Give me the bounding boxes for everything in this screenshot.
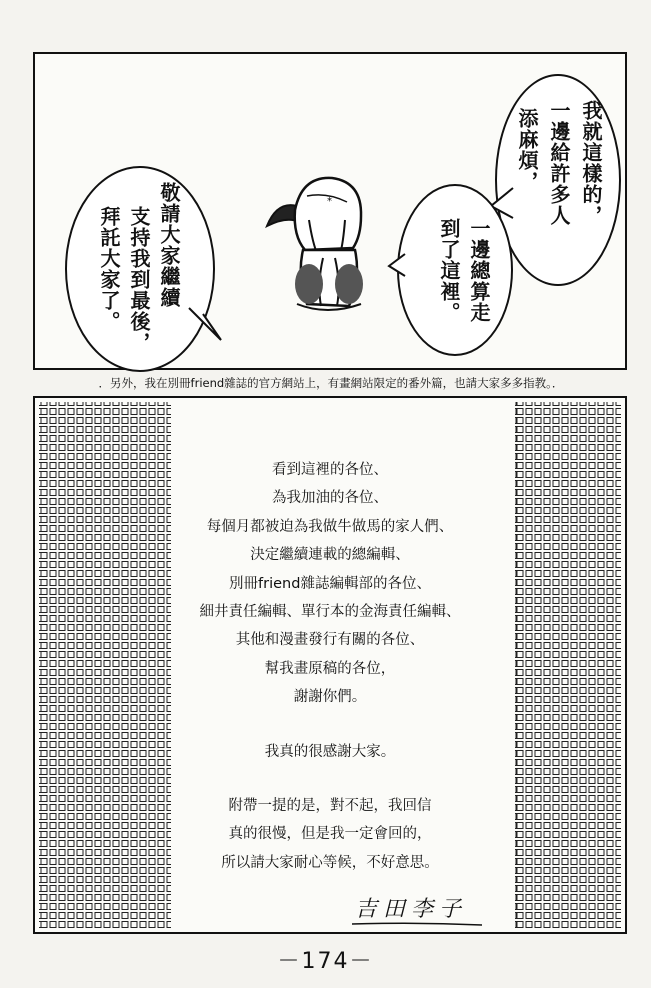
message-line: 看到這裡的各位、 xyxy=(272,462,388,478)
message-line: 所以請大家耐心等候，不好意思。 xyxy=(221,854,439,871)
middle-bubble-col-1: 一邊總算走 xyxy=(467,218,491,323)
signature-underline xyxy=(352,922,482,926)
thank-you-message xyxy=(165,456,495,877)
right-bubble-col-2: 一邊給許多人 xyxy=(547,100,571,226)
message-line: 決定繼續連載的總編輯、 xyxy=(250,547,410,564)
message-line: 為我加油的各位、 xyxy=(272,490,388,507)
right-bubble-col-3: 添麻煩， xyxy=(515,108,539,192)
message-line: 每個月都被迫為我做牛做馬的家人們、 xyxy=(206,518,454,535)
speech-bubble-tail-middle xyxy=(385,250,409,280)
speech-bubble-tail-left xyxy=(185,304,225,344)
left-bubble-col-1: 敬請大家繼續 xyxy=(157,182,181,308)
message-panel xyxy=(33,396,627,934)
illustration-panel xyxy=(33,52,627,370)
chibi-character-illustration xyxy=(257,166,387,316)
message-line: 別冊friend雜誌編輯部的各位、 xyxy=(229,575,431,592)
left-bubble-col-2: 支持我到最後， xyxy=(127,206,151,353)
message-line: 謝謝你們。 xyxy=(293,689,367,706)
website-note: ．另外，我在別冊friend雜誌的官方網站上，有畫網站限定的番外篇，也請大家多多指教。． xyxy=(98,376,564,390)
message-line: 細井責任編輯、單行本的金海責任編輯、 xyxy=(199,603,461,620)
message-line: 我真的很感謝大家。 xyxy=(264,743,396,760)
decorative-pattern-right xyxy=(515,402,621,928)
author-signature: 吉田李子 xyxy=(355,897,468,922)
page-number: －174－ xyxy=(277,949,374,974)
decorative-pattern-left xyxy=(39,402,171,928)
middle-bubble-col-2: 到了這裡。 xyxy=(437,218,461,323)
right-bubble-col-1: 我就這樣的， xyxy=(579,100,603,226)
message-line: 附帶一提的是，對不起，我回信 xyxy=(228,797,432,814)
message-line: 其他和漫畫發行有關的各位、 xyxy=(235,632,425,649)
message-line: 真的很慢，但是我一定會回的， xyxy=(228,826,432,843)
svg-text:*: * xyxy=(327,196,332,207)
message-line: 幫我畫原稿的各位， xyxy=(264,660,396,677)
left-bubble-col-3: 拜託大家了。 xyxy=(97,206,121,332)
